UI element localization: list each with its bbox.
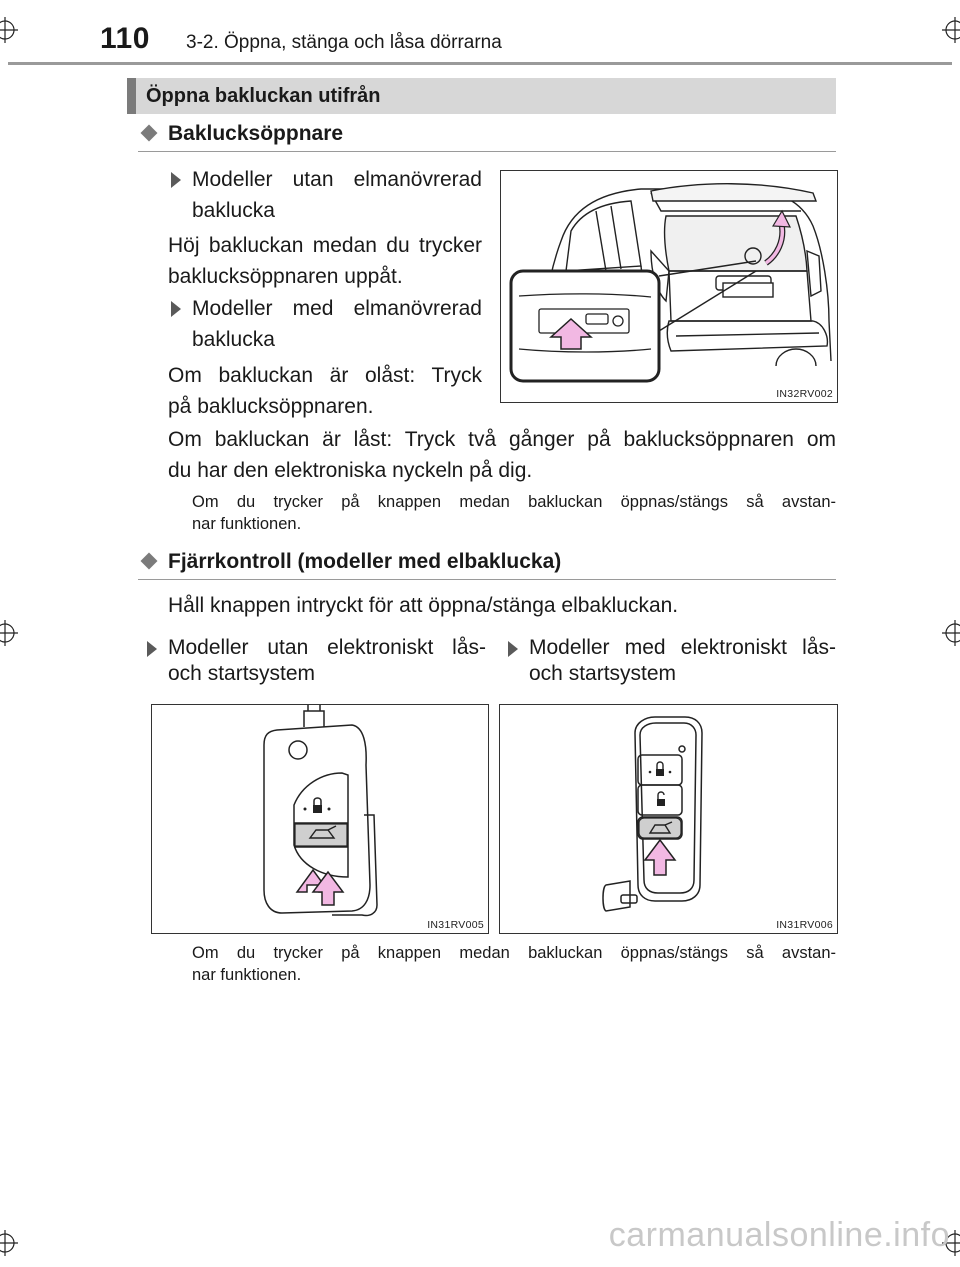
section-title: Öppna bakluckan utifrån [146,85,381,107]
remote-heading: Fjärrkontroll (modeller med elbaklucka) [168,550,562,573]
crop-mark-icon [0,620,18,646]
watermark: carmanualsonline.info [608,1216,950,1254]
remote-instruction: Håll knappen intryckt för att öppna/stänga elbakluckan. [168,594,679,617]
opener-heading: Baklucksöppnare [168,122,344,145]
subheading-rule [138,579,836,580]
item2-heading-line1: Modeller med elmanövrerad [192,297,482,320]
opener-note-line1: Om du trycker på knappen medan bakluckan öppnas/stängs så avstan- [192,493,836,511]
figure-code: IN31RV005 [427,919,484,931]
locked-text-line1: Om bakluckan är låst: Tryck två gånger på baklucksöppnaren om [168,428,836,451]
car-rear-illustration [501,171,837,402]
remote-note-line1: Om du trycker på knappen medan bakluckan öppnas/stängs så avstan- [192,944,836,962]
left-label-line1: Modeller utan elektroniskt lås- [168,636,486,659]
section-bar-edge [127,78,136,114]
press-arrow-icon [645,840,675,875]
item1-heading-line1: Modeller utan elmanövrerad [192,168,482,191]
item1-heading-line2: baklucka [192,199,275,222]
diamond-bullet-icon [141,553,158,570]
lock-icon [304,798,331,813]
header-rule [8,62,952,65]
item2-text-line2: på baklucksöppnaren. [168,395,374,418]
left-label-line2: och startsystem [168,662,316,685]
flip-key-figure [151,704,489,934]
lock-icon [649,762,672,776]
remote-note-line2: nar funktionen. [192,966,302,984]
subheading-rule [138,151,836,152]
crop-mark-icon [0,17,18,43]
tailgate-opener-figure [500,170,838,403]
item2-text-line1: Om bakluckan är olåst: Tryck [168,364,482,387]
item1-text-line1: Höj bakluckan medan du trycker [168,234,482,257]
page-number: 110 [100,22,150,55]
figure-code: IN31RV006 [776,919,833,931]
right-label-line2: och startsystem [529,662,677,685]
item2-heading-line2: baklucka [192,328,275,351]
crop-mark-icon [0,1230,18,1256]
crop-mark-icon [942,620,960,646]
right-label-line1: Modeller med elektroniskt lås- [529,636,836,659]
opener-note-line2: nar funktionen. [192,515,302,533]
section-title-bar [127,78,836,114]
item1-text-line2: baklucksöppnaren uppåt. [168,265,403,288]
triangle-bullet-icon [171,172,181,188]
locked-text-line2: du har den elektroniska nyckeln på dig. [168,459,533,482]
flip-key-illustration [152,705,488,933]
crop-mark-icon [942,17,960,43]
diamond-bullet-icon [141,125,158,142]
chapter-title: 3-2. Öppna, stänga och låsa dörrarna [186,32,502,53]
triangle-bullet-icon [147,641,157,657]
smart-key-illustration [500,705,837,933]
unlock-icon [657,792,665,806]
figure-code: IN32RV002 [776,388,833,400]
triangle-bullet-icon [171,301,181,317]
smart-key-figure [499,704,838,934]
triangle-bullet-icon [508,641,518,657]
